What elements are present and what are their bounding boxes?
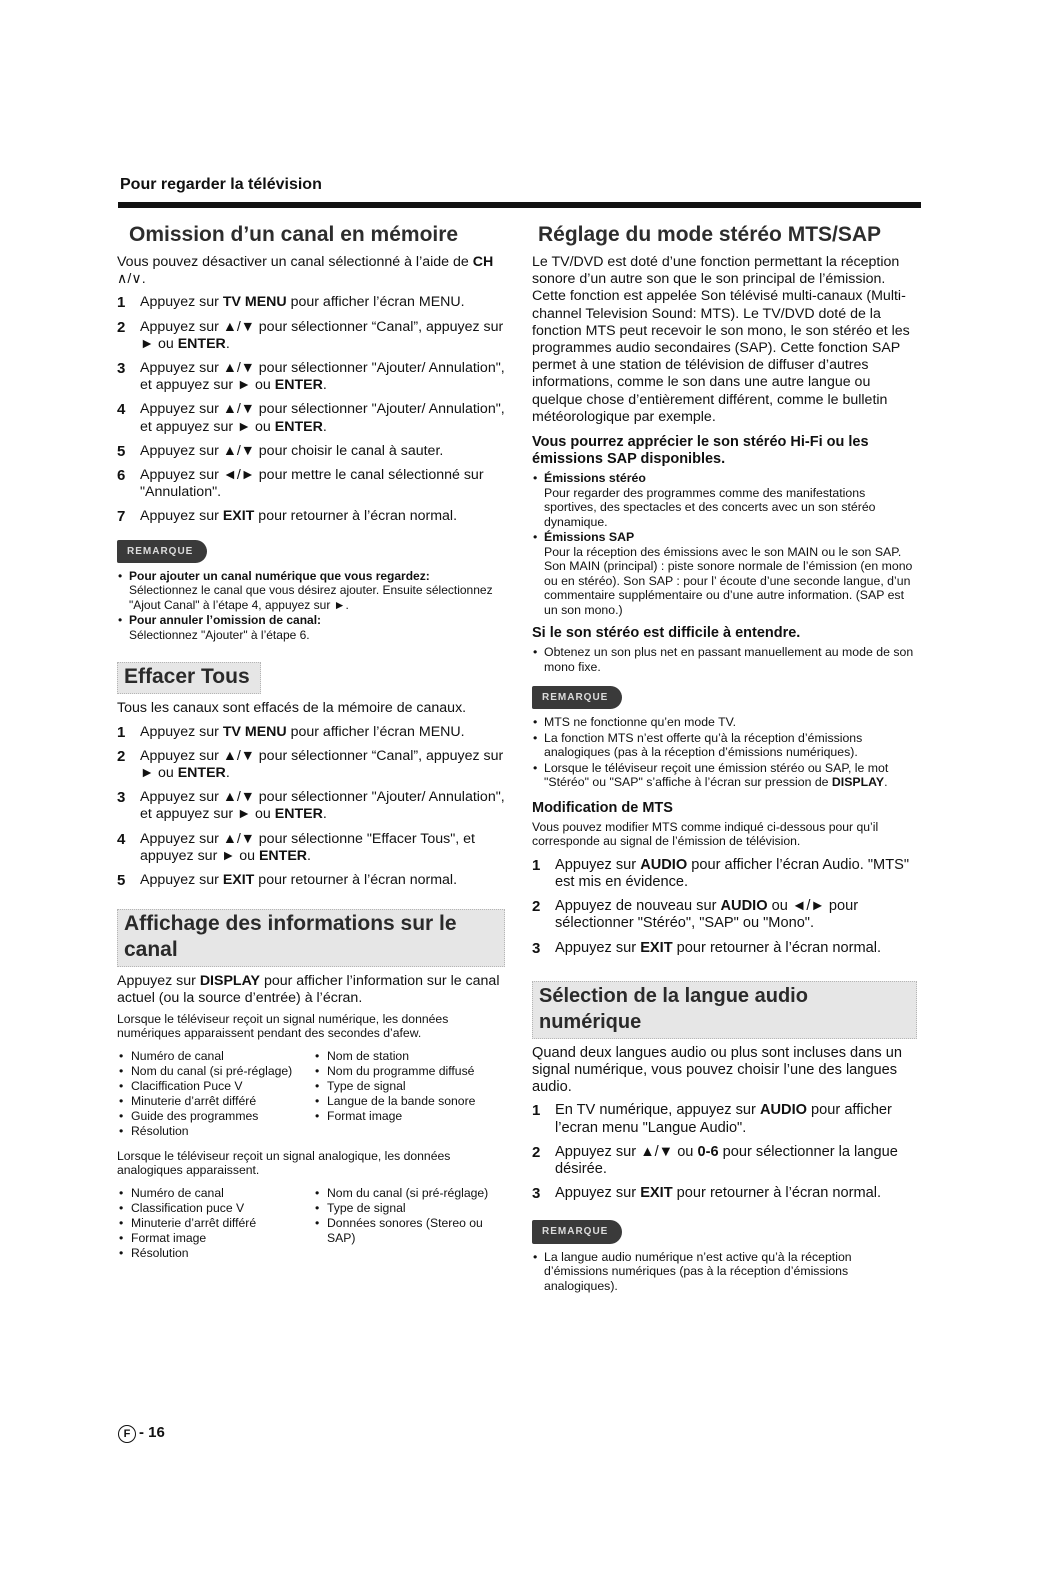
langue-step: 1 En TV numérique, appuyez sur AUDIO pour afficher l’ecran menu "Langue Audio". bbox=[532, 1102, 892, 1136]
left-right-arrows-icon: ◄/► bbox=[222, 467, 255, 484]
mts-notes bbox=[532, 715, 917, 790]
mts-intro: Le TV/DVD est doté d’une fonction permettant la réception sonore d’un autre son que le son principal de l’émission. Cette fonction est appelée Son télévisé multi-canaux (Multi-channel Television Sound: MTS). Le TV/DVD doté de la fonction MTS peut recevoir le son mono, le son stéréo et les programmes audio secondaires (SAP). Cette fonction SAP permet à une station de télévision de diffuser d’autres informations, comme le son dans une autre langue ou quelque chose d’entièrement différent, comme le bulletin météorologique par exemple. bbox=[532, 254, 910, 425]
mts-enjoy-head: Vous pourrez apprécier le son stéréo Hi-Fi ou les émissions SAP disponibles. bbox=[532, 434, 869, 468]
up-down-arrows-icon: ▲/▼ bbox=[222, 830, 255, 847]
omission-steps bbox=[117, 294, 505, 525]
info-item: • Nom du programme diffusé bbox=[313, 1064, 505, 1079]
info-item: • Classification puce V bbox=[117, 1201, 313, 1216]
info-item: • Type de signal bbox=[313, 1201, 505, 1216]
info-item: • Type de signal bbox=[313, 1079, 505, 1094]
info-item: • Nom de station bbox=[313, 1049, 505, 1064]
right-arrow-icon: ► bbox=[333, 597, 346, 612]
omission-step: 5 Appuyez sur ▲/▼ pour choisir le canal à sauter. bbox=[117, 442, 444, 460]
enjoy-item: • Émissions stéréo Pour regarder des programmes comme des manifestations sportives, des spectacles et des concerts avec un son stéréo dynamique. bbox=[532, 471, 917, 529]
right-arrow-icon: ► bbox=[237, 806, 252, 823]
page-number: - 16 bbox=[139, 1424, 165, 1441]
up-down-arrows-icon: ▲/▼ bbox=[222, 442, 255, 459]
mts-difficult-list bbox=[532, 645, 917, 674]
enjoy-item: • Émissions SAP Pour la réception des émissions avec le son MAIN ou le son SAP. Son MAIN (principal) : piste sonore normale de l’émission (en mono ou en stéréo). Son SAP : pour l’ écoute d’une seconde langue, d’un commentaire supplémentaire ou d’une autre information. (SAP est un son mono.) bbox=[532, 530, 917, 617]
info-item: • Format image bbox=[313, 1109, 505, 1124]
analog-intro: Lorsque le téléviseur reçoit un signal analogique, les données analogiques apparaissent. bbox=[117, 1148, 451, 1178]
note-item: • Pour ajouter un canal numérique que vous regardez: Sélectionnez le canal que vous désirez ajouter. Ensuite sélectionnez "Ajout Canal" à l’étape 4, appuyez sur ►. bbox=[117, 569, 505, 613]
note-item: • La langue audio numérique n’est active qu’à la réception d’émissions numériques (pas à la réception d’émissions analogiques). bbox=[532, 1250, 917, 1294]
ch-updown-icon: ∧/∨ bbox=[117, 271, 142, 288]
omission-step: 1 Appuyez sur TV MENU pour afficher l’écran MENU. bbox=[117, 294, 465, 312]
langue-notes bbox=[532, 1250, 917, 1294]
left-right-arrows-icon: ◄/► bbox=[791, 898, 825, 915]
mts-title: Réglage du mode stéréo MTS/SAP bbox=[538, 223, 882, 246]
note-item: • La fonction MTS n’est offerte qu’à la réception d’émissions analogiques (pas à la réception d’émissions numériques). bbox=[532, 731, 917, 760]
effacer-step: 2 Appuyez sur ▲/▼ pour sélectionner “Canal”, appuyez sur ► ou ENTER. bbox=[117, 747, 504, 781]
info-item: • Langue de la bande sonore bbox=[313, 1094, 505, 1109]
langue-title: Sélection de la langue audio numérique bbox=[532, 981, 917, 1039]
mts-enjoy-list bbox=[532, 471, 917, 617]
digital-info-list bbox=[117, 1049, 505, 1139]
language-f-icon: F bbox=[118, 1425, 136, 1443]
note-item: • Pour annuler l’omission de canal: Sélectionnez "Ajouter" à l’étape 6. bbox=[117, 613, 505, 642]
omission-intro: Vous pouvez désactiver un canal sélectionné à l’aide de CH ∧/∨. bbox=[117, 254, 494, 288]
up-down-arrows-icon: ▲/▼ bbox=[222, 789, 255, 806]
langue-steps bbox=[532, 1102, 917, 1202]
omission-intro-text: Vous pouvez désactiver un canal sélectionné à l’aide de bbox=[117, 254, 469, 270]
digital-col-1 bbox=[117, 1049, 313, 1139]
info-item: • Numéro de canal bbox=[117, 1049, 313, 1064]
analog-col-2 bbox=[313, 1186, 505, 1261]
effacer-step: 1 Appuyez sur TV MENU pour afficher l’écran MENU. bbox=[117, 723, 465, 741]
page-footer bbox=[118, 1424, 165, 1443]
info-item: • Format image bbox=[117, 1231, 313, 1246]
modif-step: 1 Appuyez sur AUDIO pour afficher l’écran Audio. "MTS" est mis en évidence. bbox=[532, 856, 910, 890]
info-item: • Numéro de canal bbox=[117, 1186, 313, 1201]
affichage-title: Affichage des informations sur le canal bbox=[117, 909, 505, 967]
omission-step: 6 Appuyez sur ◄/► pour mettre le canal sélectionné sur "Annulation". bbox=[117, 467, 484, 501]
modif-head: Modification de MTS bbox=[532, 799, 673, 816]
ch-key: CH bbox=[472, 254, 494, 270]
analog-info-list bbox=[117, 1186, 505, 1261]
note-item: • MTS ne fonctionne qu’en mode TV. bbox=[532, 715, 917, 730]
header-rule bbox=[118, 202, 921, 208]
up-down-arrows-icon: ▲/▼ bbox=[222, 747, 255, 764]
right-arrow-icon: ► bbox=[221, 847, 236, 864]
info-item: • Nom du canal (si pré-réglage) bbox=[313, 1186, 505, 1201]
info-item: • Données sonores (Stereo ou SAP) bbox=[313, 1216, 505, 1246]
omission-notes bbox=[117, 569, 505, 643]
right-arrow-icon: ► bbox=[140, 335, 155, 352]
effacer-step: 4 Appuyez sur ▲/▼ pour sélectionne "Effacer Tous", et appuyez sur ► ou ENTER. bbox=[117, 830, 475, 864]
left-column bbox=[117, 218, 505, 1271]
effacer-step: 5 Appuyez sur EXIT pour retourner à l’écran normal. bbox=[117, 871, 458, 889]
effacer-steps bbox=[117, 724, 505, 890]
omission-title: Omission d’un canal en mémoire bbox=[129, 223, 459, 246]
note-badge: REMARQUE bbox=[117, 540, 207, 563]
info-item: • Résolution bbox=[117, 1246, 313, 1261]
note-badge: REMARQUE bbox=[532, 686, 622, 709]
info-item: • Minuterie d’arrêt différé bbox=[117, 1216, 313, 1231]
up-down-arrows-icon: ▲/▼ bbox=[222, 318, 255, 335]
up-down-arrows-icon: ▲/▼ bbox=[640, 1143, 674, 1160]
info-item: • Guide des programmes bbox=[117, 1109, 313, 1124]
modif-intro: Vous pouvez modifier MTS comme indiqué ci-dessous pour qu’il corresponde au signal de l’émission de télévision. bbox=[532, 819, 879, 849]
note-item: • Lorsque le téléviseur reçoit une émission stéréo ou SAP, le mot "Stéréo" ou "SAP" s’affiche à l’écran sur pression de DISPLAY. bbox=[532, 761, 917, 790]
digital-intro: Lorsque le téléviseur reçoit un signal numérique, les données numériques apparaissent pendant des secondes d’afew. bbox=[117, 1011, 449, 1041]
mts-difficult-head: Si le son stéréo est difficile à entendre. bbox=[532, 625, 801, 642]
info-item: • Minuterie d’arrêt différé bbox=[117, 1094, 313, 1109]
omission-step: 7 Appuyez sur EXIT pour retourner à l’écran normal. bbox=[117, 508, 458, 526]
effacer-step: 3 Appuyez sur ▲/▼ pour sélectionner "Ajouter/ Annulation", et appuyez sur ► ou ENTER. bbox=[117, 789, 505, 823]
difficult-item: • Obtenez un son plus net en passant manuellement au mode de son mono fixe. bbox=[532, 645, 917, 674]
modif-steps bbox=[532, 857, 917, 957]
right-arrow-icon: ► bbox=[237, 418, 252, 435]
info-item: • Claciffication Puce V bbox=[117, 1079, 313, 1094]
info-item: • Résolution bbox=[117, 1124, 313, 1139]
omission-step: 2 Appuyez sur ▲/▼ pour sélectionner “Canal”, appuyez sur ► ou ENTER. bbox=[117, 318, 504, 352]
omission-step: 4 Appuyez sur ▲/▼ pour sélectionner "Ajouter/ Annulation", et appuyez sur ► ou ENTER. bbox=[117, 401, 505, 435]
info-item: • Nom du canal (si pré-réglage) bbox=[117, 1064, 313, 1079]
right-arrow-icon: ► bbox=[237, 377, 252, 394]
langue-step: 2 Appuyez sur ▲/▼ ou 0-6 pour sélectionner la langue désirée. bbox=[532, 1143, 898, 1177]
langue-step: 3 Appuyez sur EXIT pour retourner à l’écran normal. bbox=[532, 1185, 882, 1203]
effacer-intro: Tous les canaux sont effacés de la mémoire de canaux. bbox=[117, 700, 467, 717]
omission-step: 3 Appuyez sur ▲/▼ pour sélectionner "Ajouter/ Annulation", et appuyez sur ► ou ENTER. bbox=[117, 360, 505, 394]
affichage-intro: Appuyez sur DISPLAY pour afficher l’information sur le canal actuel (ou la source d’entrée) à l’écran. bbox=[117, 973, 500, 1007]
up-down-arrows-icon: ▲/▼ bbox=[222, 401, 255, 418]
effacer-title: Effacer Tous bbox=[117, 662, 261, 694]
analog-col-1 bbox=[117, 1186, 313, 1261]
up-down-arrows-icon: ▲/▼ bbox=[222, 360, 255, 377]
right-arrow-icon: ► bbox=[140, 764, 155, 781]
page-section-header: Pour regarder la télévision bbox=[120, 176, 322, 193]
modif-step: 3 Appuyez sur EXIT pour retourner à l’écran normal. bbox=[532, 939, 882, 957]
digital-col-2 bbox=[313, 1049, 505, 1139]
modif-step: 2 Appuyez de nouveau sur AUDIO ou ◄/► pour sélectionner "Stéréo", "SAP" ou "Mono". bbox=[532, 898, 859, 932]
langue-intro: Quand deux langues audio ou plus sont incluses dans un signal numérique, vous pouvez choisir l’une des langues audio. bbox=[532, 1044, 902, 1096]
right-column bbox=[532, 218, 917, 1299]
note-badge: REMARQUE bbox=[532, 1220, 622, 1243]
